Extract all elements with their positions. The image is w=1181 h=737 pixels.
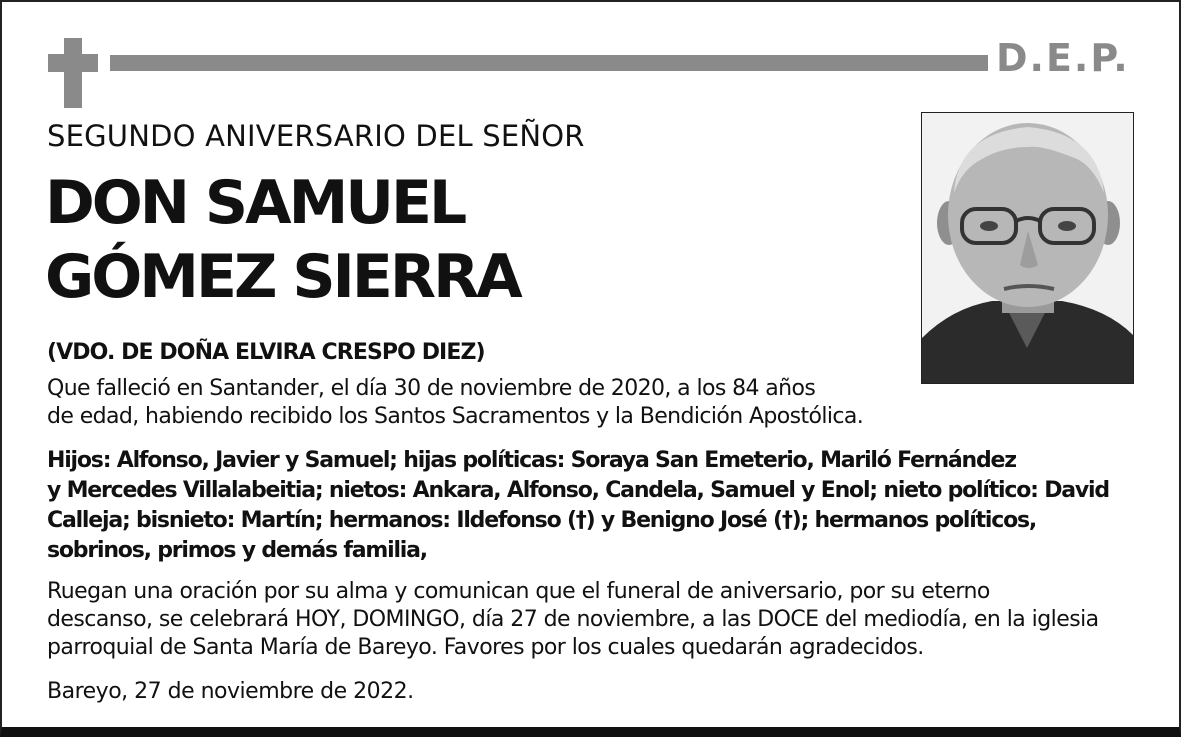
family-line-1: Hijos: Alfonso, Javier y Samuel; hijas políticas: Soraya San Emeterio, Mariló Fernández bbox=[47, 448, 1016, 473]
cross-icon-bar bbox=[48, 54, 98, 72]
family-line-2: y Mercedes Villalabeitia; nietos: Ankara, Alfonso, Candela, Samuel y Enol; nieto político: David bbox=[47, 478, 1109, 503]
deceased-name-line-2: GÓMEZ SIERRA bbox=[45, 242, 520, 312]
family-paragraph bbox=[47, 446, 1109, 566]
funeral-paragraph bbox=[47, 578, 1099, 662]
family-line-3: Calleja; bisnieto: Martín; hermanos: Ildefonso (†) y Benigno José (†); hermanos políticos, bbox=[47, 508, 1037, 533]
deceased-name bbox=[45, 166, 520, 314]
header-rule bbox=[110, 55, 988, 71]
death-paragraph bbox=[47, 375, 863, 431]
family-line-4: sobrinos, primos y demás familia, bbox=[47, 538, 427, 563]
place-date: Bareyo, 27 de noviembre de 2022. bbox=[47, 679, 414, 704]
death-line-1: Que falleció en Santander, el día 30 de noviembre de 2020, a los 84 años bbox=[47, 376, 816, 401]
anniversary-heading: SEGUNDO ANIVERSARIO DEL SEÑOR bbox=[47, 119, 585, 153]
cross-icon bbox=[64, 38, 82, 108]
portrait-illustration bbox=[922, 113, 1133, 383]
dep-label: D.E.P. bbox=[996, 36, 1130, 80]
widower-note: (VDO. DE DOÑA ELVIRA CRESPO DIEZ) bbox=[47, 340, 485, 365]
funeral-line-3: parroquial de Santa María de Bareyo. Favores por los cuales quedarán agradecidos. bbox=[47, 635, 924, 660]
deceased-name-line-1: DON SAMUEL bbox=[45, 168, 465, 238]
funeral-line-2: descanso, se celebrará HOY, DOMINGO, día 27 de noviembre, a las DOCE del mediodía, en la iglesia bbox=[47, 607, 1099, 632]
funeral-line-1: Ruegan una oración por su alma y comunican que el funeral de aniversario, por su eterno bbox=[47, 579, 990, 604]
death-line-2: de edad, habiendo recibido los Santos Sacramentos y la Bendición Apostólica. bbox=[47, 404, 864, 429]
portrait-photo bbox=[921, 112, 1134, 384]
